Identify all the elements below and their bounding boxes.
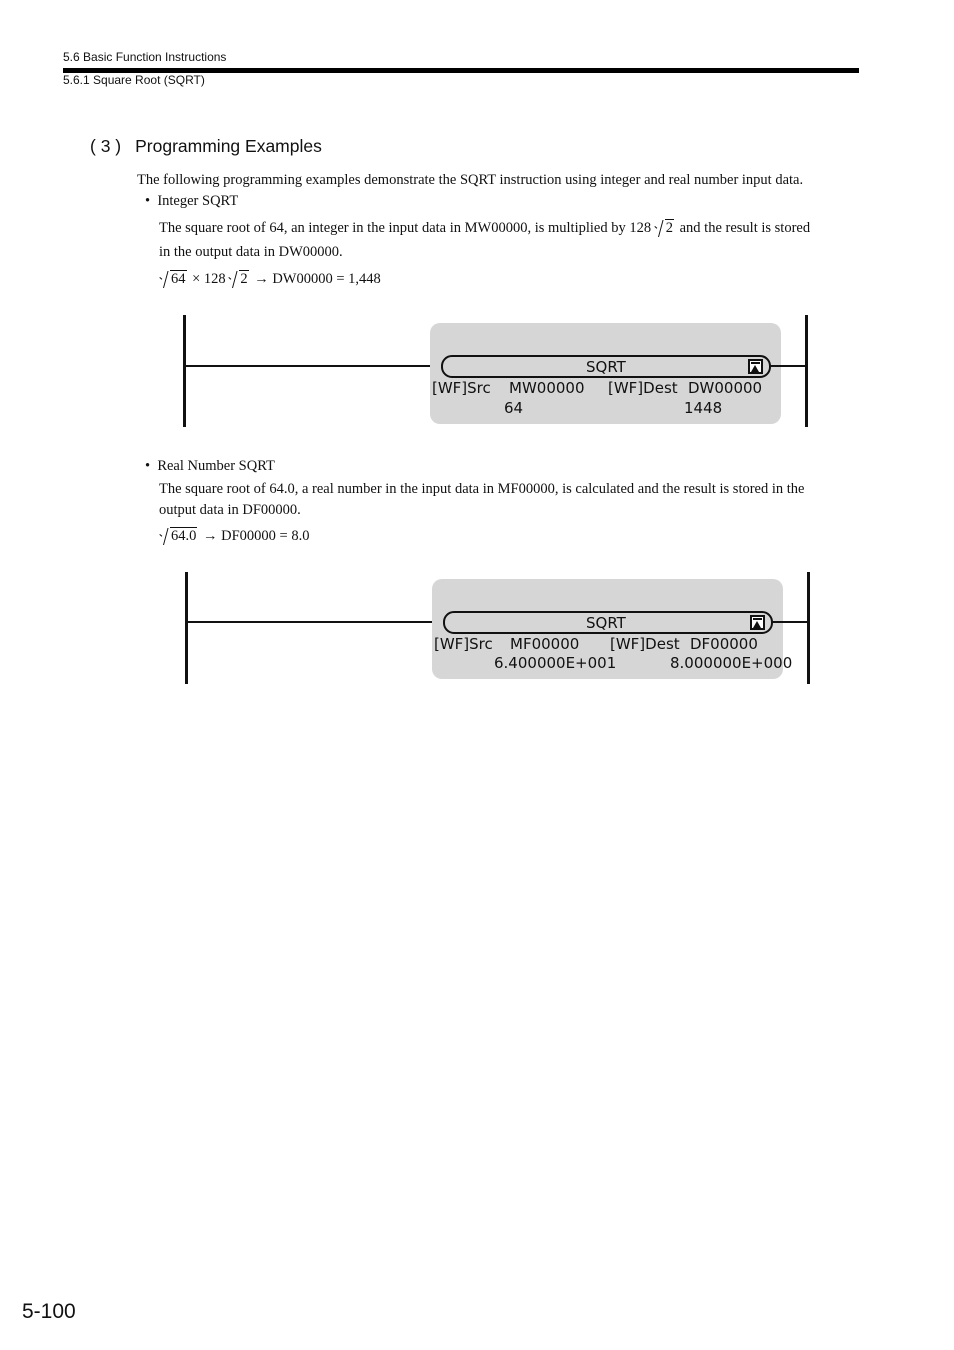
src-label: [WF]Src	[432, 379, 491, 397]
real-bullet-item	[145, 458, 275, 475]
integer-desc-text-a: The square root of 64, an integer in the input data in MW00000, is multiplied by 128	[159, 220, 652, 236]
src-value: 6.400000E+001	[494, 654, 617, 672]
sqrt-instruction-block[interactable]	[443, 611, 773, 634]
collapse-icon[interactable]	[750, 615, 765, 630]
subsection-header: 5.6.1 Square Root (SQRT)	[63, 73, 205, 87]
heading-number: ( 3 )	[90, 136, 122, 156]
sqrt-symbol	[160, 526, 197, 546]
section-header: 5.6 Basic Function Instructions	[63, 50, 227, 64]
integer-desc-text-b: and the result is stored	[679, 220, 811, 236]
sqrt-radicand: 64.0	[171, 528, 197, 544]
dest-value: 8.000000E+000	[670, 654, 793, 672]
input-wire	[185, 365, 445, 367]
real-description-line2: output data in DF00000.	[159, 502, 301, 518]
dest-register[interactable]: DW00000	[688, 379, 763, 397]
sqrt-symbol	[655, 218, 674, 238]
integer-bullet-title: Integer SQRT	[157, 193, 239, 209]
ladder-diagram-integer	[182, 315, 812, 430]
bullet-mark: •	[145, 458, 151, 474]
integer-description-line2: in the output data in DW00000.	[159, 244, 343, 260]
integer-formula	[160, 269, 381, 289]
src-register[interactable]: MW00000	[509, 379, 585, 397]
formula-result: → DF00000 = 8.0	[203, 528, 310, 544]
real-formula	[160, 526, 309, 546]
sqrt-instruction-block[interactable]	[441, 355, 771, 378]
right-power-rail	[807, 572, 810, 684]
output-wire	[768, 365, 806, 367]
instruction-name: SQRT	[586, 358, 626, 376]
integer-bullet-item	[145, 193, 238, 210]
sqrt-radicand: 2	[665, 220, 673, 236]
formula-result: → DW00000 = 1,448	[254, 271, 381, 287]
left-power-rail	[183, 315, 186, 427]
sqrt-radicand: 64	[171, 271, 186, 287]
page-number: 5-100	[22, 1300, 76, 1323]
integer-description-line1	[159, 218, 810, 238]
sqrt-symbol	[229, 269, 248, 289]
sqrt-symbol	[160, 269, 187, 289]
collapse-icon[interactable]	[748, 359, 763, 374]
formula-multiplier: × 128	[192, 271, 226, 287]
input-wire	[187, 621, 447, 623]
dest-value: 1448	[684, 399, 723, 417]
section-heading	[90, 136, 322, 157]
right-power-rail	[805, 315, 808, 427]
left-power-rail	[185, 572, 188, 684]
src-label: [WF]Src	[434, 635, 493, 653]
dest-register[interactable]: DF00000	[690, 635, 758, 653]
ladder-diagram-real	[184, 572, 814, 687]
sqrt-radicand: 2	[240, 271, 248, 287]
heading-title: Programming Examples	[135, 136, 322, 156]
output-wire	[770, 621, 808, 623]
bullet-mark: •	[145, 193, 151, 209]
src-register[interactable]: MF00000	[510, 635, 580, 653]
real-description-line1: The square root of 64.0, a real number in the input data in MF00000, is calculated and the result is stored in the	[159, 481, 805, 497]
instruction-name: SQRT	[586, 614, 626, 632]
intro-paragraph: The following programming examples demonstrate the SQRT instruction using integer and real number input data.	[137, 172, 804, 188]
real-bullet-title: Real Number SQRT	[157, 458, 275, 474]
src-value: 64	[504, 399, 524, 417]
dest-label: [WF]Dest	[610, 635, 680, 653]
dest-label: [WF]Dest	[608, 379, 678, 397]
